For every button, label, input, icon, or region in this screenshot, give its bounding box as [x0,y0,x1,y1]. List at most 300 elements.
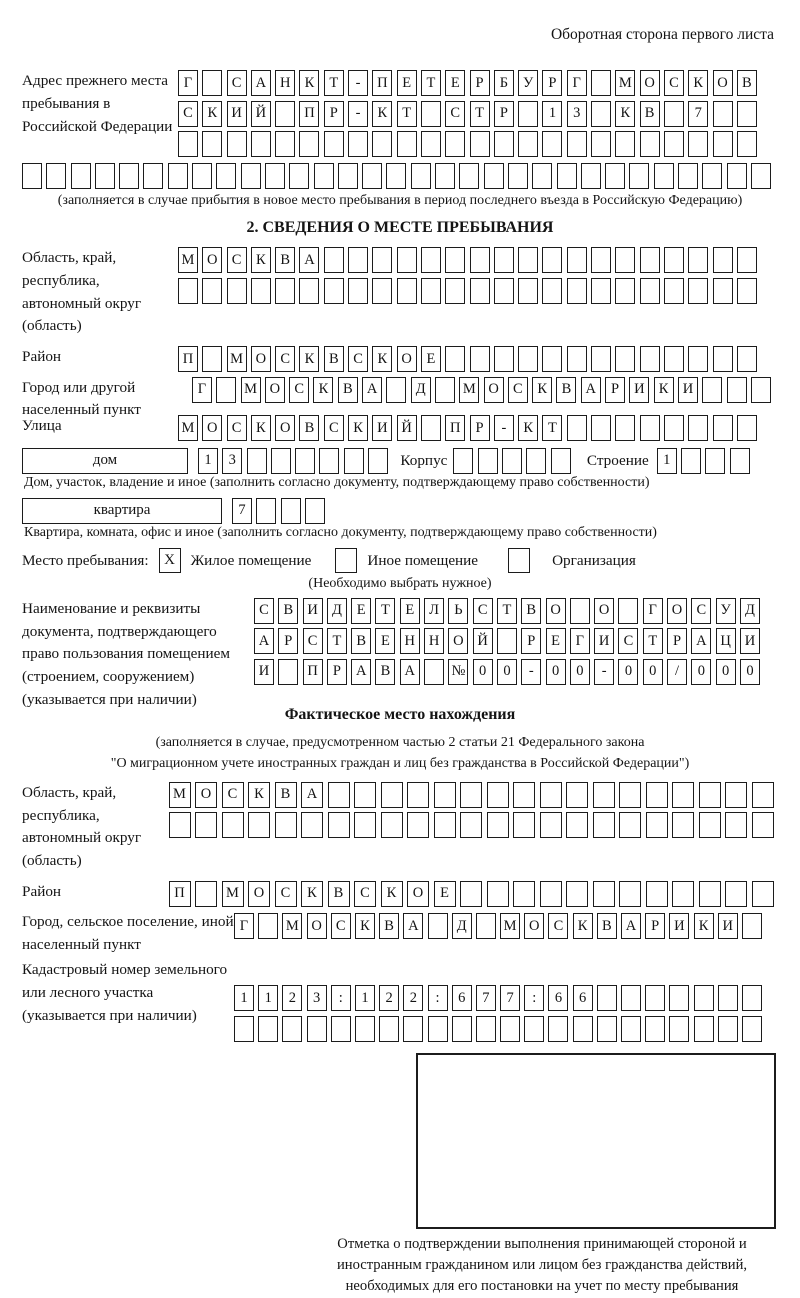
char-cell[interactable] [640,346,660,372]
char-cell[interactable] [713,131,733,157]
char-cell[interactable] [629,163,649,189]
char-cell[interactable] [381,812,403,838]
char-cell[interactable]: Е [351,598,371,624]
char-cell[interactable]: П [178,346,198,372]
char-cell[interactable] [397,278,417,304]
char-cell[interactable] [597,985,617,1011]
char-cell[interactable]: А [362,377,382,403]
char-cell[interactable]: О [667,598,687,624]
char-cell[interactable] [372,247,392,273]
char-cell[interactable] [567,131,587,157]
char-cell[interactable]: Е [397,70,417,96]
char-cell[interactable]: : [428,985,448,1011]
char-cell[interactable] [202,70,222,96]
char-cell[interactable] [513,782,535,808]
char-cell[interactable] [484,163,504,189]
char-cell[interactable]: Р [667,628,687,654]
char-cell[interactable]: С [548,913,568,939]
char-cell[interactable] [518,278,538,304]
char-cell[interactable] [532,163,552,189]
char-cell[interactable] [567,247,587,273]
char-cell[interactable]: 0 [740,659,760,685]
char-cell[interactable] [331,1016,351,1042]
char-cell[interactable]: Е [421,346,441,372]
char-cell[interactable] [699,812,721,838]
char-cell[interactable] [372,278,392,304]
char-cell[interactable] [470,247,490,273]
char-cell[interactable] [502,448,522,474]
char-cell[interactable]: Р [542,70,562,96]
char-cell[interactable]: О [524,913,544,939]
char-cell[interactable] [476,913,496,939]
char-cell[interactable] [299,131,319,157]
char-cell[interactable]: И [629,377,649,403]
char-cell[interactable]: М [282,913,302,939]
char-cell[interactable] [725,881,747,907]
char-cell[interactable] [619,881,641,907]
char-cell[interactable]: К [381,881,403,907]
char-cell[interactable] [256,498,276,524]
char-cell[interactable] [445,278,465,304]
char-cell[interactable] [324,278,344,304]
char-cell[interactable]: С [664,70,684,96]
char-cell[interactable]: С [227,70,247,96]
char-cell[interactable] [275,278,295,304]
char-cell[interactable] [672,881,694,907]
char-cell[interactable] [299,278,319,304]
char-cell[interactable] [289,163,309,189]
char-cell[interactable] [615,131,635,157]
char-cell[interactable] [241,163,261,189]
char-cell[interactable]: Т [497,598,517,624]
char-cell[interactable]: А [301,782,323,808]
char-cell[interactable] [434,782,456,808]
char-cell[interactable] [540,881,562,907]
char-cell[interactable] [567,415,587,441]
char-cell[interactable] [248,812,270,838]
char-cell[interactable] [591,415,611,441]
char-cell[interactable]: О [202,415,222,441]
char-cell[interactable] [737,278,757,304]
char-cell[interactable] [621,1016,641,1042]
char-cell[interactable]: О [448,628,468,654]
char-cell[interactable] [435,163,455,189]
char-cell[interactable]: Д [740,598,760,624]
char-cell[interactable] [324,247,344,273]
char-cell[interactable] [737,131,757,157]
char-cell[interactable]: 0 [497,659,517,685]
char-cell[interactable]: К [518,415,538,441]
char-cell[interactable] [672,812,694,838]
char-cell[interactable] [459,163,479,189]
char-cell[interactable]: О [265,377,285,403]
char-cell[interactable]: И [740,628,760,654]
char-cell[interactable]: 3 [567,101,587,127]
char-cell[interactable] [397,131,417,157]
char-cell[interactable] [386,163,406,189]
char-cell[interactable] [557,163,577,189]
char-cell[interactable]: Р [521,628,541,654]
char-cell[interactable] [646,881,668,907]
char-cell[interactable] [344,448,364,474]
char-cell[interactable]: М [459,377,479,403]
char-cell[interactable]: Р [327,659,347,685]
char-cell[interactable] [234,1016,254,1042]
char-cell[interactable] [453,448,473,474]
char-cell[interactable]: О [251,346,271,372]
char-cell[interactable]: С [331,913,351,939]
char-cell[interactable] [591,247,611,273]
char-cell[interactable] [192,163,212,189]
char-cell[interactable]: М [169,782,191,808]
char-cell[interactable] [143,163,163,189]
char-cell[interactable]: В [375,659,395,685]
char-cell[interactable]: А [691,628,711,654]
char-cell[interactable]: И [669,913,689,939]
char-cell[interactable] [362,163,382,189]
char-cell[interactable] [688,346,708,372]
char-cell[interactable] [664,415,684,441]
char-cell[interactable] [591,131,611,157]
char-cell[interactable] [354,812,376,838]
char-cell[interactable] [540,812,562,838]
char-cell[interactable] [591,101,611,127]
char-cell[interactable] [540,782,562,808]
char-cell[interactable] [421,415,441,441]
char-cell[interactable]: В [737,70,757,96]
char-cell[interactable] [591,70,611,96]
char-cell[interactable]: Б [494,70,514,96]
char-cell[interactable]: Л [424,598,444,624]
char-cell[interactable]: 3 [307,985,327,1011]
char-cell[interactable] [718,985,738,1011]
char-cell[interactable]: Н [400,628,420,654]
char-cell[interactable] [694,985,714,1011]
char-cell[interactable] [275,101,295,127]
char-cell[interactable] [518,131,538,157]
char-cell[interactable]: П [299,101,319,127]
char-cell[interactable] [688,247,708,273]
char-cell[interactable]: П [445,415,465,441]
char-cell[interactable] [494,278,514,304]
char-cell[interactable] [227,278,247,304]
char-cell[interactable]: Е [546,628,566,654]
char-cell[interactable] [672,782,694,808]
char-cell[interactable] [216,377,236,403]
char-cell[interactable] [421,278,441,304]
char-cell[interactable]: К [248,782,270,808]
char-cell[interactable]: М [241,377,261,403]
char-cell[interactable] [654,163,674,189]
char-cell[interactable]: К [573,913,593,939]
char-cell[interactable] [265,163,285,189]
char-cell[interactable] [403,1016,423,1042]
char-cell[interactable] [615,415,635,441]
char-cell[interactable] [328,782,350,808]
char-cell[interactable]: 7 [476,985,496,1011]
char-cell[interactable] [397,247,417,273]
char-cell[interactable]: А [400,659,420,685]
char-cell[interactable] [702,163,722,189]
char-cell[interactable] [476,1016,496,1042]
char-cell[interactable] [615,278,635,304]
char-cell[interactable] [307,1016,327,1042]
char-cell[interactable] [348,278,368,304]
char-cell[interactable]: 0 [618,659,638,685]
char-cell[interactable] [421,101,441,127]
char-cell[interactable] [319,448,339,474]
char-cell[interactable]: М [178,247,198,273]
char-cell[interactable]: 0 [473,659,493,685]
char-cell[interactable] [258,1016,278,1042]
char-cell[interactable]: К [694,913,714,939]
char-cell[interactable]: Й [397,415,417,441]
char-cell[interactable]: 2 [403,985,423,1011]
char-cell[interactable] [621,985,641,1011]
char-cell[interactable]: 1 [198,448,218,474]
char-cell[interactable] [324,131,344,157]
char-cell[interactable]: К [202,101,222,127]
char-cell[interactable]: С [227,247,247,273]
char-cell[interactable] [542,346,562,372]
char-cell[interactable]: Ц [716,628,736,654]
char-cell[interactable] [487,812,509,838]
char-cell[interactable]: Й [251,101,271,127]
char-cell[interactable] [645,985,665,1011]
char-cell[interactable] [551,448,571,474]
char-cell[interactable]: 0 [643,659,663,685]
char-cell[interactable] [705,448,725,474]
char-cell[interactable] [169,812,191,838]
char-cell[interactable] [591,346,611,372]
char-cell[interactable]: И [303,598,323,624]
char-cell[interactable]: М [227,346,247,372]
char-cell[interactable] [494,131,514,157]
char-cell[interactable]: К [372,101,392,127]
char-cell[interactable]: М [615,70,635,96]
char-cell[interactable] [251,131,271,157]
char-cell[interactable] [566,881,588,907]
char-cell[interactable]: 7 [500,985,520,1011]
char-cell[interactable]: С [508,377,528,403]
char-cell[interactable] [664,278,684,304]
char-cell[interactable]: 1 [542,101,562,127]
char-cell[interactable]: - [348,101,368,127]
char-cell[interactable] [524,1016,544,1042]
char-cell[interactable]: Ь [448,598,468,624]
char-cell[interactable]: Т [327,628,347,654]
char-cell[interactable] [713,346,733,372]
char-cell[interactable]: Е [434,881,456,907]
char-cell[interactable]: С [445,101,465,127]
char-cell[interactable] [727,377,747,403]
char-cell[interactable] [581,163,601,189]
char-cell[interactable]: Т [470,101,490,127]
char-cell[interactable]: О [275,415,295,441]
char-cell[interactable] [597,1016,617,1042]
char-cell[interactable] [669,985,689,1011]
char-cell[interactable]: С [222,782,244,808]
char-cell[interactable] [386,377,406,403]
char-cell[interactable]: Р [645,913,665,939]
char-cell[interactable]: К [251,415,271,441]
char-cell[interactable] [258,913,278,939]
char-cell[interactable] [640,247,660,273]
char-cell[interactable]: О [202,247,222,273]
char-cell[interactable]: С [178,101,198,127]
char-cell[interactable]: В [351,628,371,654]
char-cell[interactable]: С [227,415,247,441]
char-cell[interactable]: И [678,377,698,403]
char-cell[interactable] [526,448,546,474]
char-cell[interactable] [301,812,323,838]
char-cell[interactable]: О [546,598,566,624]
char-cell[interactable] [328,812,350,838]
char-cell[interactable] [737,415,757,441]
char-cell[interactable]: П [372,70,392,96]
char-cell[interactable] [737,101,757,127]
char-cell[interactable] [282,1016,302,1042]
char-cell[interactable] [195,812,217,838]
char-cell[interactable] [542,278,562,304]
char-cell[interactable]: 1 [657,448,677,474]
char-cell[interactable]: К [532,377,552,403]
char-cell[interactable] [428,913,448,939]
char-cell[interactable]: Г [178,70,198,96]
char-cell[interactable] [713,247,733,273]
char-cell[interactable] [119,163,139,189]
char-cell[interactable] [428,1016,448,1042]
char-cell[interactable] [615,247,635,273]
char-cell[interactable]: Е [400,598,420,624]
char-cell[interactable]: Н [424,628,444,654]
char-cell[interactable]: 0 [546,659,566,685]
char-cell[interactable]: - [594,659,614,685]
char-cell[interactable]: В [597,913,617,939]
char-cell[interactable] [646,782,668,808]
char-cell[interactable]: В [379,913,399,939]
char-cell[interactable]: К [299,70,319,96]
char-cell[interactable]: Т [643,628,663,654]
char-cell[interactable] [379,1016,399,1042]
char-cell[interactable] [742,985,762,1011]
char-cell[interactable]: 1 [355,985,375,1011]
char-cell[interactable] [593,782,615,808]
char-cell[interactable] [168,163,188,189]
char-cell[interactable] [593,881,615,907]
char-cell[interactable]: О [640,70,660,96]
char-cell[interactable]: 7 [688,101,708,127]
char-cell[interactable] [216,163,236,189]
char-cell[interactable] [742,913,762,939]
char-cell[interactable]: 1 [258,985,278,1011]
char-cell[interactable]: В [275,247,295,273]
char-cell[interactable]: 1 [234,985,254,1011]
char-cell[interactable] [470,346,490,372]
char-cell[interactable] [372,131,392,157]
char-cell[interactable]: Т [324,70,344,96]
char-cell[interactable]: К [372,346,392,372]
char-cell[interactable] [664,346,684,372]
char-cell[interactable] [421,131,441,157]
char-cell[interactable] [518,101,538,127]
char-cell[interactable]: И [594,628,614,654]
char-cell[interactable] [570,598,590,624]
char-cell[interactable]: К [313,377,333,403]
char-cell[interactable]: Г [567,70,587,96]
char-cell[interactable] [460,881,482,907]
char-cell[interactable] [275,131,295,157]
char-cell[interactable] [605,163,625,189]
char-cell[interactable]: О [195,782,217,808]
char-cell[interactable] [354,782,376,808]
char-cell[interactable] [407,812,429,838]
char-cell[interactable] [494,247,514,273]
char-cell[interactable] [688,131,708,157]
char-cell[interactable]: У [716,598,736,624]
char-cell[interactable]: А [299,247,319,273]
char-cell[interactable] [178,278,198,304]
char-cell[interactable] [645,1016,665,1042]
char-cell[interactable] [518,346,538,372]
char-cell[interactable] [247,448,267,474]
char-cell[interactable]: А [351,659,371,685]
char-cell[interactable] [664,101,684,127]
char-cell[interactable] [500,1016,520,1042]
checkbox-zhiloe[interactable]: X [159,548,181,573]
char-cell[interactable]: Г [192,377,212,403]
char-cell[interactable] [752,782,774,808]
char-cell[interactable] [71,163,91,189]
char-cell[interactable]: В [640,101,660,127]
char-cell[interactable]: Р [278,628,298,654]
char-cell[interactable] [421,247,441,273]
char-cell[interactable] [694,1016,714,1042]
char-cell[interactable] [669,1016,689,1042]
char-cell[interactable] [46,163,66,189]
char-cell[interactable] [355,1016,375,1042]
char-cell[interactable]: О [407,881,429,907]
char-cell[interactable]: 0 [691,659,711,685]
char-cell[interactable] [567,278,587,304]
char-cell[interactable] [222,812,244,838]
char-cell[interactable]: С [691,598,711,624]
char-cell[interactable]: Р [605,377,625,403]
char-cell[interactable]: С [473,598,493,624]
char-cell[interactable] [275,812,297,838]
char-cell[interactable] [566,812,588,838]
char-cell[interactable]: С [348,346,368,372]
char-cell[interactable]: К [688,70,708,96]
char-cell[interactable] [591,278,611,304]
char-cell[interactable]: С [275,881,297,907]
char-cell[interactable] [752,881,774,907]
char-cell[interactable]: : [524,985,544,1011]
char-cell[interactable] [452,1016,472,1042]
char-cell[interactable]: О [594,598,614,624]
char-cell[interactable]: 7 [232,498,252,524]
char-cell[interactable]: Р [470,415,490,441]
char-cell[interactable] [478,448,498,474]
char-cell[interactable] [424,659,444,685]
char-cell[interactable]: Т [397,101,417,127]
char-cell[interactable] [751,377,771,403]
char-cell[interactable]: № [448,659,468,685]
char-cell[interactable]: И [372,415,392,441]
char-cell[interactable] [566,782,588,808]
char-cell[interactable]: Н [275,70,295,96]
char-cell[interactable]: С [324,415,344,441]
